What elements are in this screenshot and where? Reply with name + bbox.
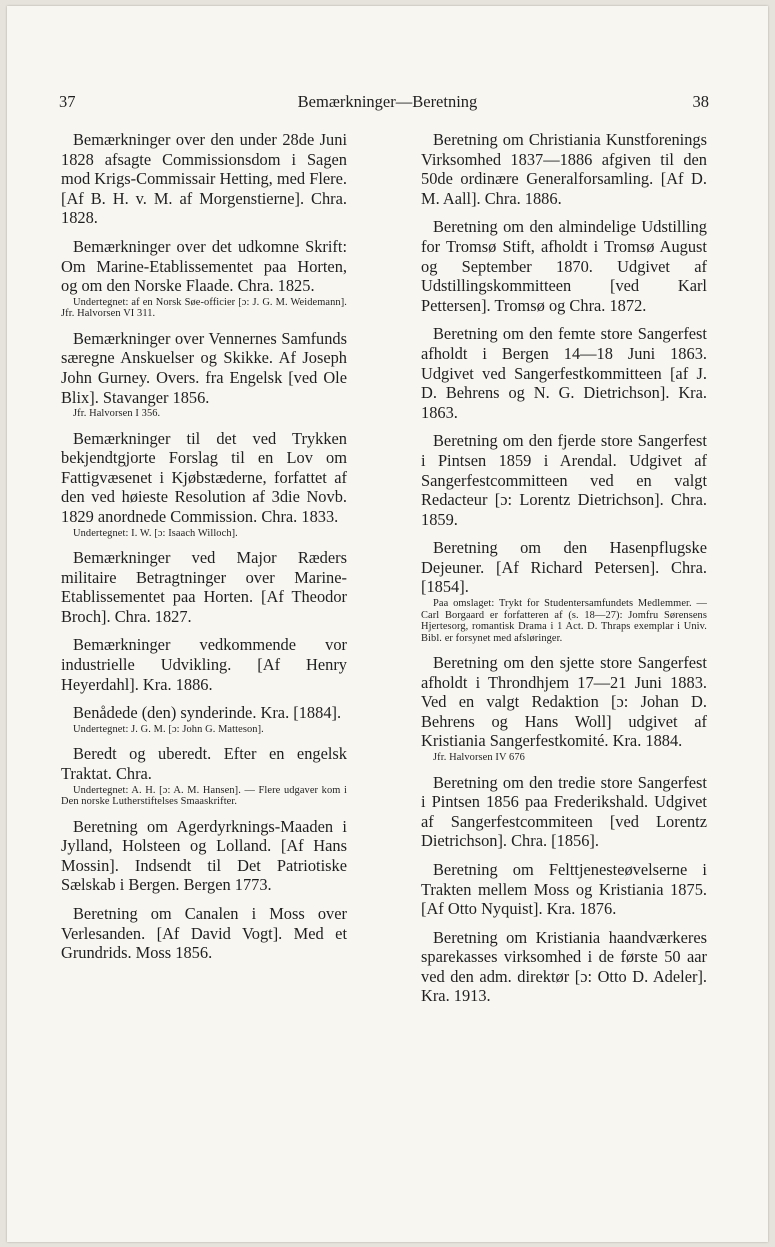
entry-text: Beretning om den sjette store Sangerfest afholdt i Throndhjem 17—21 Juni 1883. Ved en valgt Redaktion [ɔ: Johan D. Behrens og Hans Woll] udgivet af Kristiania Sangerfestkomité. Kra. 1884.: [421, 653, 707, 751]
bibliography-entry: [61, 817, 347, 895]
right-column: [421, 130, 707, 1015]
bibliography-entry: [61, 548, 347, 626]
entry-note: Undertegnet: A. H. [ɔ: A. M. Hansen]. — Flere udgaver kom i Den norske Lutherstiftelses Smaaskrifter.: [61, 784, 347, 808]
right-page-number: 38: [692, 92, 709, 111]
bibliography-entry: [421, 928, 707, 1006]
entry-text: Beretning om Agerdyrknings-Maaden i Jylland, Holsteen og Lolland. [Af Hans Mossin]. Indsendt til Det Patriotiske Sælskab i Bergen. Bergen 1773.: [61, 816, 347, 895]
entry-text: Bemærkninger vedkommende vor industrielle Udvikling. [Af Henry Heyerdahl]. Kra. 1886.: [61, 635, 347, 694]
entry-text: Beretning om Christiania Kunstforenings Virksomhed 1837—1886 afgiven til den 50de ordinære Generalforsamling. [Af D. M. Aall]. Chra. 1886.: [421, 130, 707, 208]
entry-note: Undertegnet: af en Norsk Søe-officier [ɔ: J. G. M. Weidemann]. Jfr. Halvorsen VI 311.: [61, 296, 347, 320]
entry-text: Beretning om den femte store Sangerfest afholdt i Bergen 14—18 Juni 1863. Udgivet ved Sangerfestkommitteen [af J. D. Behrens og N. G. Dietrichson]. Kra. 1863.: [421, 324, 707, 422]
running-title: Bemærkninger—Beretning: [297, 92, 478, 111]
bibliography-entry: [421, 431, 707, 529]
entry-text: Bemærkninger over Vennernes Samfunds særegne Anskuelser og Skikke. Af Joseph John Gurney. Overs. fra Engelsk [ved Ole Blix]. Stavanger 1856.: [61, 328, 347, 407]
bibliography-entry: [421, 324, 707, 422]
entry-text: Bemærkninger ved Major Ræders militaire Betragtninger over Marine-Etablissementet paa Horten. [Af Theodor Broch]. Chra. 1827.: [61, 548, 347, 626]
bibliography-entry: [421, 860, 707, 919]
bibliography-entry: [61, 130, 347, 228]
bibliography-entry: [61, 904, 347, 963]
entry-text: Beretning om den fjerde store Sangerfest i Pintsen 1859 i Arendal. Udgivet af Sangerfestcommitteen ved en valgt Redacteur [ɔ: Lorentz Dietrichson]. Chra. 1859.: [421, 431, 707, 529]
left-column: [61, 130, 347, 972]
page-header: [7, 92, 768, 114]
entry-text: Benådede (den) synderinde. Kra. [1884].: [73, 703, 342, 723]
bibliography-entry: [61, 429, 347, 539]
entry-text: Bemærkninger til det ved Trykken bekjendtgjorte Forslag til en Lov om Fattigvæsenet i Kjøbstæderne, forfattet af den ved høieste Resolution af 3die Novb. 1829 anordnede Commission. Chra. 1833.: [61, 428, 347, 526]
entry-note: Jfr. Halvorsen I 356.: [73, 408, 161, 420]
entry-text: Beredt og uberedt. Efter en engelsk Traktat. Chra.: [61, 744, 347, 783]
left-page-number: 37: [59, 92, 76, 111]
bibliography-entry: [421, 130, 707, 208]
bibliography-entry: [61, 703, 347, 735]
entry-text: Beretning om den almindelige Udstilling for Tromsø Stift, afholdt i Tromsø August og September 1870. Udgivet af Udstillingskommitteen [ved Karl Pettersen]. Tromsø og Chra. 1872.: [421, 217, 707, 315]
bibliography-entry: [421, 653, 707, 763]
entry-note: Jfr. Halvorsen IV 676: [433, 752, 525, 764]
entry-text: Beretning om den tredie store Sangerfest i Pintsen 1856 paa Frederikshald. Udgivet af Sangerfestcommiteen [ved Lorentz Dietrichson]. Chra. [1856].: [421, 772, 707, 851]
entry-text: Beretning om Kristiania haandværkeres sparekasses virksomhed i de første 50 aar ved den adm. direktør [ɔ: Otto D. Adeler]. Kra. 1913.: [421, 927, 707, 1006]
bibliography-entry: [421, 217, 707, 315]
entry-note: Paa omslaget: Trykt for Studentersamfundets Medlemmer. — Carl Borgaard er forfatteren af (s. 18—27): Jomfru Sørensens Hjertesorg, romantisk Drama i 1 Act. D. Thraps exemplar i Univ. Bibl. er forsynet med afsløringer.: [421, 598, 707, 644]
entry-text: Beretning om Canalen i Moss over Verlesanden. [Af David Vogt]. Med et Grundrids. Moss 1856.: [61, 903, 347, 963]
bibliography-entry: [421, 773, 707, 851]
bibliography-entry: [421, 538, 707, 644]
entry-text: Bemærkninger over den under 28de Juni 1828 afsagte Commissionsdom i Sagen mod Krigs-Commissair Hetting, med Flere. [Af B. H. v. M. af Morgenstierne]. Chra. 1828.: [61, 130, 347, 228]
entry-note: Undertegnet: I. W. [ɔ: Isaach Willoch].: [73, 527, 238, 539]
entry-text: Beretning om Felttjenesteøvelserne i Trakten mellem Moss og Kristiania 1875. [Af Otto Nyquist]. Kra. 1876.: [421, 859, 707, 919]
entry-text: Beretning om den Hasenpflugske Dejeuner. [Af Richard Petersen]. Chra. [1854].: [421, 538, 707, 597]
bibliography-entry: [61, 744, 347, 807]
bibliography-entry: [61, 635, 347, 694]
entry-text: Bemærkninger over det udkomne Skrift: Om Marine-Etablissementet paa Horten, og om den Norske Flaade. Chra. 1825.: [61, 236, 347, 296]
bibliography-entry: [61, 329, 347, 420]
book-page: [7, 6, 768, 1242]
bibliography-entry: [61, 237, 347, 320]
entry-note: Undertegnet: J. G. M. [ɔ: John G. Matteson].: [73, 723, 264, 735]
